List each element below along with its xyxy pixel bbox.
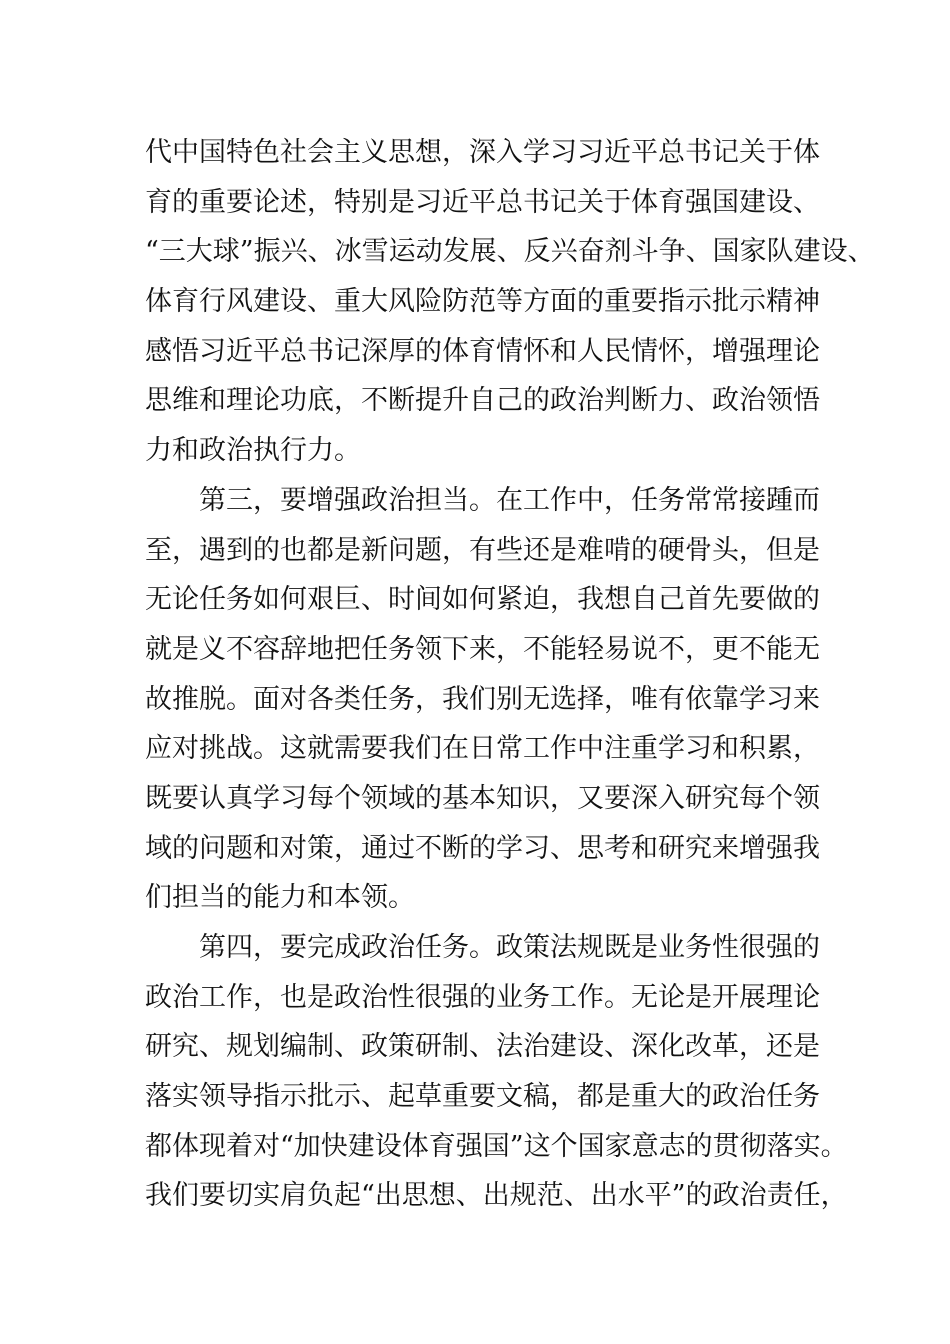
text-line: 故推脱。面对各类任务，我们别无选择，唯有依靠学习来 (145, 683, 820, 715)
text-line: 政治工作，也是政治性很强的业务工作。无论是开展理论 (145, 981, 820, 1013)
paragraph-start-line: 第四，要完成政治任务。政策法规既是业务性很强的 (199, 932, 820, 963)
text-line: 落实领导指示批示、起草重要文稿，都是重大的政治任务 (145, 1081, 820, 1113)
text-line: “三大球”振兴、冰雪运动发展、反兴奋剂斗争、国家队建设、 (145, 236, 875, 268)
body-text (145, 128, 875, 1221)
text-line: 研究、规划编制、政策研制、法治建设、深化改革，还是 (145, 1031, 820, 1063)
text-line: 域的问题和对策，通过不断的学习、思考和研究来增强我 (145, 832, 820, 864)
text-line: 应对挑战。这就需要我们在日常工作中注重学习和积累， (145, 733, 820, 765)
text-line: 们担当的能力和本领。 (145, 882, 415, 914)
text-line: 至，遇到的也都是新问题，有些还是难啃的硬骨头，但是 (145, 534, 820, 566)
text-line: 我们要切实肩负起“出思想、出规范、出水平”的政治责任， (145, 1180, 848, 1212)
text-line: 思维和理论功底，不断提升自己的政治判断力、政治领悟 (145, 385, 820, 417)
text-line: 体育行风建设、重大风险防范等方面的重要指示批示精神 (145, 286, 820, 318)
paragraph-start-line: 第三，要增强政治担当。在工作中，任务常常接踵而 (199, 484, 820, 516)
text-line: 代中国特色社会主义思想，深入学习习近平总书记关于体 (145, 137, 820, 168)
text-line: 力和政治执行力。 (145, 435, 361, 467)
text-line: 感悟习近平总书记深厚的体育情怀和人民情怀，增强理论 (145, 335, 820, 367)
text-line: 无论任务如何艰巨、时间如何紧迫，我想自己首先要做的 (145, 584, 820, 616)
text-line: 都体现着对“加快建设体育强国”这个国家意志的贯彻落实。 (145, 1130, 848, 1162)
text-line: 育的重要论述，特别是习近平总书记关于体育强国建设、 (145, 186, 820, 218)
text-line: 就是义不容辞地把任务领下来，不能轻易说不，更不能无 (145, 633, 820, 665)
text-line: 既要认真学习每个领域的基本知识，又要深入研究每个领 (145, 782, 820, 814)
